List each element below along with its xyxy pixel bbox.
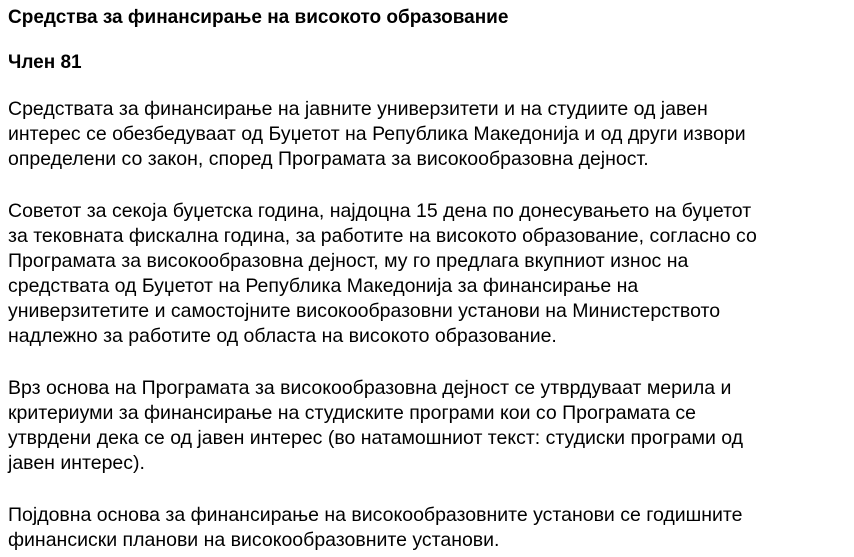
article-number: Член 81 (8, 52, 82, 73)
paragraph-line: јавен интерес). (8, 452, 145, 474)
paragraph-line: Појдовна основа за финансирање на високообразовните установи се годишните (8, 504, 743, 526)
paragraph-council-proposal (8, 199, 757, 349)
paragraph-line: критериуми за финансирање на студиските програми кои со Програмата се (8, 402, 697, 424)
paragraph-line: за тековната фискална година, за работите на високото образование, согласно со (8, 225, 757, 247)
section-title: Средства за финансирање на високото образование (8, 7, 509, 28)
paragraph-line: интерес се обезбедуваат од Буџетот на Република Македонија и од други извори (8, 123, 746, 145)
paragraph-line: надлежно за работите од областа на високото образование. (8, 325, 557, 347)
paragraph-line: утврдени дека се од јавен интерес (во натамошниот текст: студиски програми од (8, 427, 744, 449)
paragraph-line: определени со закон, според Програмата за високообразовна дејност. (8, 148, 649, 170)
paragraph-line: финансиски планови на високообразовните установи. (8, 529, 500, 551)
paragraph-line: средствата од Буџетот на Република Македонија за финансирање на (8, 275, 639, 297)
paragraph-annual-plans (8, 503, 743, 553)
paragraph-line: Средствата за финансирање на јавните универзитети и на студиите од јавен (8, 98, 708, 120)
paragraph-line: Советот за секоја буџетска година, најдоцна 15 дена по донесувањето на буџетот (8, 200, 752, 222)
paragraph-criteria (8, 376, 743, 476)
paragraph-line: универзитетите и самостојните високообразовни установи на Министерството (8, 300, 721, 322)
paragraph-funding-sources (8, 97, 746, 172)
paragraph-line: Програмата за високообразовна дејност, му го предлага вкупниот износ на (8, 250, 689, 272)
paragraph-line: Врз основа на Програмата за високообразовна дејност се утврдуваат мерила и (8, 377, 732, 399)
